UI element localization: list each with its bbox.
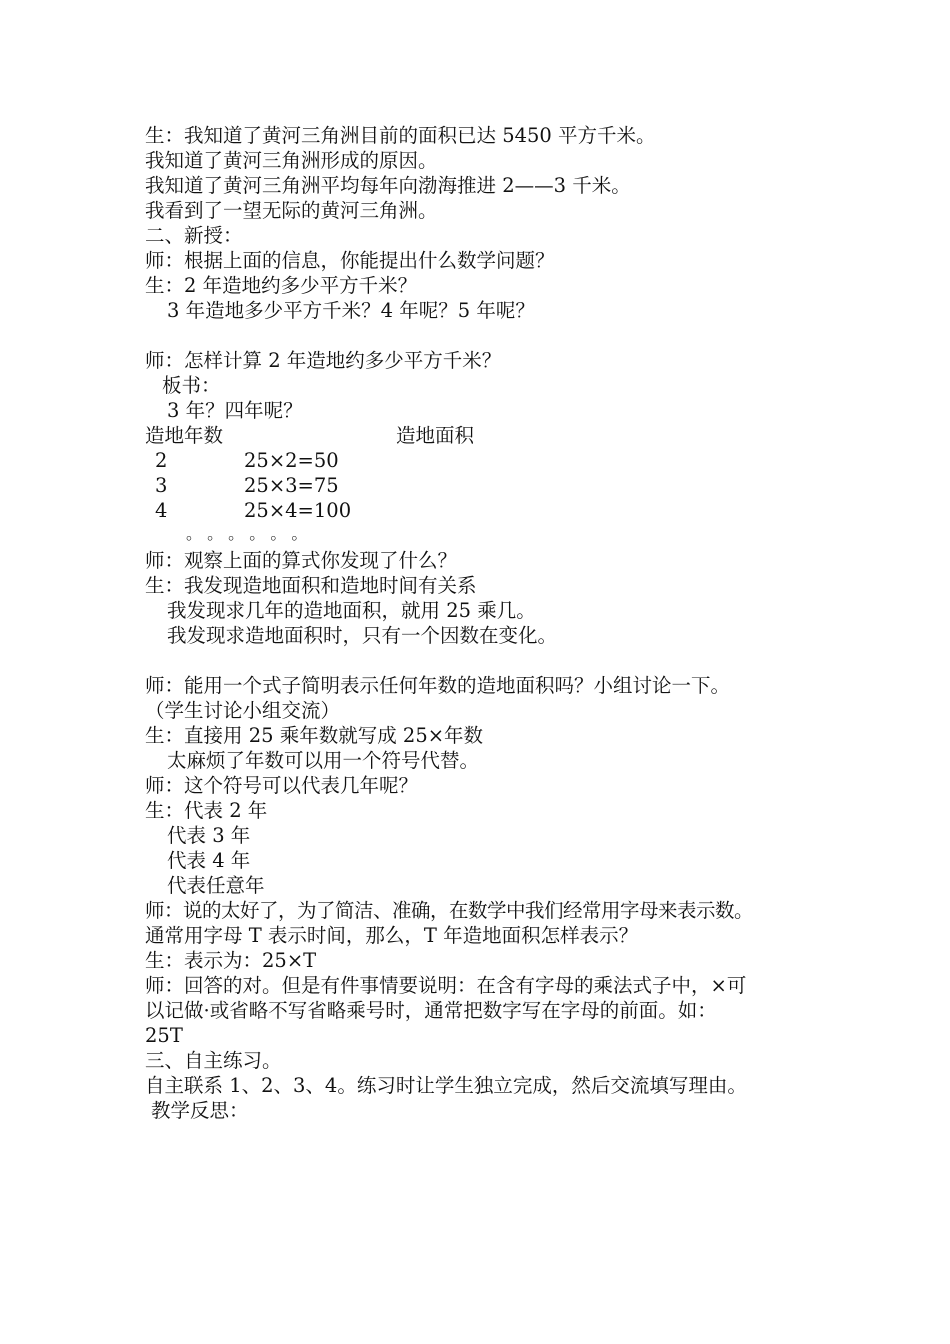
text-line: 师：回答的对。但是有件事情要说明：在含有字母的乘法式子中，×可 <box>145 974 747 997</box>
text-line: 25T <box>145 1024 183 1047</box>
reflection-heading: 教学反思： <box>151 1099 249 1122</box>
text-line: 板书： <box>162 374 221 397</box>
text-line: 师：这个符号可以代表几年呢？ <box>145 774 419 797</box>
text-line: 3 年造地多少平方千米？4 年呢？5 年呢？ <box>167 299 535 322</box>
section-heading: 三、自主练习。 <box>145 1049 282 1072</box>
text-line: 代表 3 年 <box>167 824 251 847</box>
table-header-area: 造地面积 <box>396 424 475 447</box>
text-line: 代表 4 年 <box>167 849 251 872</box>
table-row-year: 3 <box>155 474 168 497</box>
text-line: 生：我知道了黄河三角洲目前的面积已达 5450 平方千米。 <box>145 124 656 147</box>
text-line: 师：说的太好了，为了简洁、准确，在数学中我们经常用字母来表示数。 <box>145 899 754 922</box>
table-row-expr: 25×3=75 <box>244 474 339 497</box>
text-line: 生：表示为：25×T <box>145 949 317 972</box>
text-line: 师：根据上面的信息，你能提出什么数学问题？ <box>145 249 555 272</box>
text-line: 师：怎样计算 2 年造地约多少平方千米？ <box>145 349 502 372</box>
text-line: 我知道了黄河三角洲形成的原因。 <box>145 149 438 172</box>
text-line: 3 年？四年呢？ <box>167 399 303 422</box>
table-row-year: 4 <box>155 499 168 522</box>
table-header-years: 造地年数 <box>145 424 224 447</box>
text-line: 师：观察上面的算式你发现了什么？ <box>145 549 458 572</box>
text-line: 生：直接用 25 乘年数就写成 25×年数 <box>145 724 484 747</box>
text-line: 我发现求造地面积时，只有一个因数在变化。 <box>167 624 558 647</box>
text-line: 代表任意年 <box>167 874 265 897</box>
text-line: 以记做·或省略不写省略乘号时，通常把数字写在字母的前面。如： <box>145 999 717 1022</box>
ellipsis-dots: 。 。 。 。 。 。 <box>186 524 308 543</box>
table-row-expr: 25×4=100 <box>244 499 352 522</box>
text-line: 师：能用一个式子简明表示任何年数的造地面积吗？小组讨论一下。 <box>145 674 731 697</box>
text-line: 我看到了一望无际的黄河三角洲。 <box>145 199 438 222</box>
text-line: 通常用字母 T 表示时间，那么，T 年造地面积怎样表示？ <box>145 924 639 947</box>
table-row-year: 2 <box>155 449 168 472</box>
text-line: 太麻烦了年数可以用一个符号代替。 <box>167 749 480 772</box>
text-line: 我发现求几年的造地面积，就用 25 乘几。 <box>167 599 536 622</box>
text-line: 生：代表 2 年 <box>145 799 268 822</box>
text-line: 生：2 年造地约多少平方千米？ <box>145 274 418 297</box>
text-line: 自主联系 1、2、3、4。练习时让学生独立完成，然后交流填写理由。 <box>145 1074 747 1097</box>
text-line: （学生讨论小组交流） <box>145 699 341 722</box>
section-heading: 二、新授： <box>145 224 243 247</box>
text-line: 我知道了黄河三角洲平均每年向渤海推进 2——3 千米。 <box>145 174 631 197</box>
table-row-expr: 25×2=50 <box>244 449 339 472</box>
text-line: 生：我发现造地面积和造地时间有关系 <box>145 574 477 597</box>
